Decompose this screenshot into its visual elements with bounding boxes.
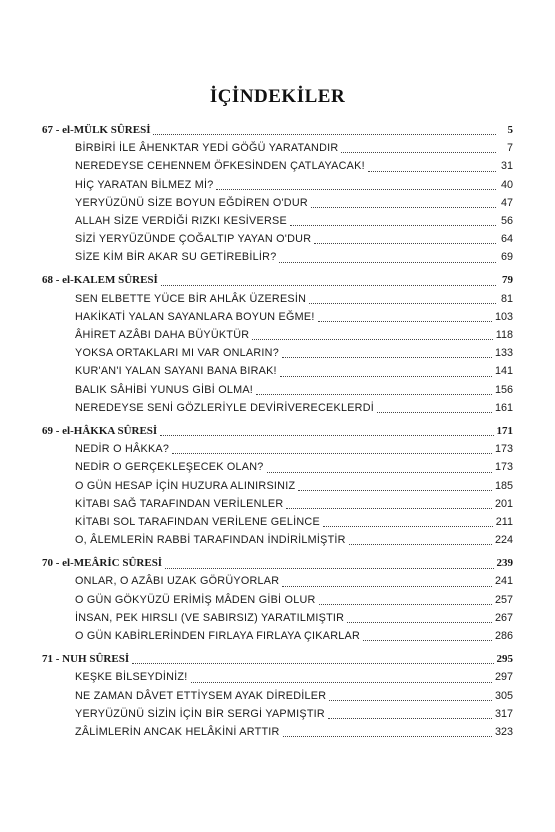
toc-entry: [42, 573, 513, 591]
toc-entry: [42, 290, 513, 308]
section-heading: [42, 554, 513, 572]
toc-entry-label: YERYÜZÜNÜ SİZE BOYUN EĞDİREN O'DUR: [75, 196, 308, 209]
dot-leader: [368, 170, 496, 172]
page-number: 257: [494, 593, 513, 606]
dot-leader: [323, 525, 493, 527]
page-number: 286: [494, 630, 513, 643]
toc-entry-label: YERYÜZÜNÜ SİZİN İÇİN BİR SERGİ YAPMIŞTIR: [75, 707, 325, 720]
toc-entry-label: KİTABI SOL TARAFINDAN VERİLENE GELİNCE: [75, 515, 320, 528]
section-heading: [42, 121, 513, 139]
toc-entry-label: O, ÂLEMLERİN RABBİ TARAFINDAN İNDİRİLMİŞTİR: [75, 534, 346, 547]
dot-leader: [328, 717, 492, 719]
page-number: 47: [500, 196, 513, 209]
toc-entry-label: YOKSA ORTAKLARI MI VAR ONLARIN?: [75, 347, 279, 360]
toc-entry-label: O GÜN HESAP İÇİN HUZURA ALINIRSINIZ: [75, 479, 296, 492]
page-number: 185: [494, 479, 513, 492]
page-number: 56: [500, 214, 513, 227]
toc-entry-label: KEŞKE BİLSEYDİNİZ!: [75, 671, 188, 684]
dot-leader: [314, 242, 496, 244]
dot-leader: [172, 452, 492, 454]
toc-entry-label: KİTABI SAĞ TARAFINDAN VERİLENLER: [75, 497, 284, 510]
section-heading-label: 70 - el-MEÂRİC SÛRESİ: [42, 557, 163, 570]
dot-leader: [283, 735, 492, 737]
page-number: 64: [500, 233, 513, 246]
page-number: 156: [494, 383, 513, 396]
page-number: 118: [495, 329, 513, 342]
toc-entry: [42, 513, 513, 531]
toc-entry-label: NE ZAMAN DÂVET ETTİYSEM AYAK DİREDİLER: [75, 689, 327, 702]
dot-leader: [161, 284, 496, 286]
dot-leader: [298, 489, 492, 491]
toc-entry-label: NEDİR O GERÇEKLEŞECEK OLAN?: [75, 461, 264, 474]
page-number: 79: [502, 274, 513, 287]
toc-entry-label: BALIK SÂHİBİ YUNUS GİBİ OLMA!: [75, 383, 254, 396]
toc-entry: [42, 668, 513, 686]
toc-entry: [42, 248, 513, 266]
toc-entry: [42, 399, 513, 417]
page-number: 31: [500, 160, 513, 173]
dot-leader: [267, 471, 492, 473]
section-heading: [42, 272, 513, 290]
dot-leader: [311, 206, 496, 208]
toc-entry: [42, 705, 513, 723]
dot-leader: [153, 133, 496, 135]
page-number: 241: [494, 575, 513, 588]
toc-entry: [42, 139, 513, 157]
page-number: 224: [494, 534, 513, 547]
dot-leader: [318, 320, 492, 322]
section-heading: [42, 650, 513, 668]
toc-entry-label: HAKİKATİ YALAN SAYANLARA BOYUN EĞME!: [75, 310, 315, 323]
page-number: 81: [500, 292, 513, 305]
section-heading-label: 71 - NUH SÛRESİ: [42, 653, 130, 666]
toc-entry-label: NEREDEYSE CEHENNEM ÖFKESİNDEN ÇATLAYACAK!: [75, 160, 365, 173]
toc-section: [42, 121, 513, 267]
page-number: 201: [494, 497, 513, 510]
page-number: 239: [496, 557, 513, 570]
toc-entry: [42, 194, 513, 212]
dot-leader: [349, 543, 492, 545]
toc-section: [42, 650, 513, 741]
dot-leader: [191, 681, 492, 683]
toc-entry: [42, 176, 513, 194]
page-number: 103: [494, 310, 513, 323]
toc-entry: [42, 495, 513, 513]
dot-leader: [252, 338, 492, 340]
dot-leader: [363, 639, 492, 641]
toc-entry: [42, 212, 513, 230]
toc-entry-label: ÂHİRET AZÂBI DAHA BÜYÜKTÜR: [75, 329, 250, 342]
toc-entry-label: NEREDEYSE SENİ GÖZLERİYLE DEVİRİVERECEKLERDİ: [75, 401, 374, 414]
page-number: 173: [494, 461, 513, 474]
page-number: 141: [494, 365, 513, 378]
page-number: 295: [496, 653, 513, 666]
dot-leader: [216, 188, 496, 190]
toc-entry: [42, 627, 513, 645]
toc-entry: [42, 381, 513, 399]
toc-entry: [42, 591, 513, 609]
toc-entry-label: İNSAN, PEK HIRSLI (VE SABIRSIZ) YARATILMIŞTIR: [75, 611, 345, 624]
dot-leader: [282, 356, 492, 358]
toc-entry: [42, 344, 513, 362]
dot-leader: [377, 411, 492, 413]
page-number: 173: [494, 443, 513, 456]
dot-leader: [132, 662, 493, 664]
section-heading: [42, 422, 513, 440]
toc-entry-label: ZÂLİMLERİN ANCAK HELÂKİNİ ARTTIR: [75, 725, 280, 738]
toc-section: [42, 422, 513, 549]
toc-entry: [42, 308, 513, 326]
page-number: 69: [500, 251, 513, 264]
dot-leader: [286, 507, 492, 509]
toc-entry-label: SİZE KİM BİR AKAR SU GETİREBİLİR?: [75, 251, 277, 264]
page-number: 133: [494, 347, 513, 360]
page-number: 211: [495, 515, 513, 528]
dot-leader: [280, 375, 492, 377]
page-number: 40: [500, 178, 513, 191]
toc-entry: [42, 440, 513, 458]
page-number: 323: [494, 725, 513, 738]
toc-entry-label: ONLAR, O AZÂBI UZAK GÖRÜYORLAR: [75, 575, 280, 588]
toc-entry-label: O GÜN GÖKYÜZÜ ERİMİŞ MÂDEN GİBİ OLUR: [75, 593, 316, 606]
section-heading-label: 67 - el-MÜLK SÛRESİ: [42, 123, 151, 136]
dot-leader: [160, 434, 493, 436]
toc-entry: [42, 477, 513, 495]
dot-leader: [329, 699, 492, 701]
toc-entry: [42, 687, 513, 705]
table-of-contents: [42, 121, 513, 746]
page-number: 171: [496, 424, 513, 437]
page-number: 5: [507, 123, 513, 136]
dot-leader: [347, 621, 492, 623]
dot-leader: [282, 585, 492, 587]
toc-entry: [42, 531, 513, 549]
dot-leader: [319, 603, 492, 605]
toc-entry-label: O GÜN KABİRLERİNDEN FIRLAYA FIRLAYA ÇIKARLAR: [75, 630, 360, 643]
page-number: 7: [506, 142, 513, 155]
toc-entry-label: NEDİR O HÂKKA?: [75, 443, 170, 456]
toc-entry-label: KUR'AN'I YALAN SAYANI BANA BIRAK!: [75, 365, 277, 378]
section-heading-label: 68 - el-KALEM SÛRESİ: [42, 274, 158, 287]
dot-leader: [341, 151, 496, 153]
toc-entry: [42, 362, 513, 380]
dot-leader: [309, 302, 496, 304]
dot-leader: [165, 567, 493, 569]
toc-entry: [42, 326, 513, 344]
page-number: 161: [494, 401, 513, 414]
toc-entry: [42, 723, 513, 741]
toc-section: [42, 554, 513, 645]
toc-entry: [42, 458, 513, 476]
dot-leader: [290, 224, 496, 226]
toc-section: [42, 272, 513, 418]
dot-leader: [256, 393, 492, 395]
section-heading-label: 69 - el-HÂKKA SÛRESİ: [42, 424, 158, 437]
page-number: 317: [494, 707, 513, 720]
toc-entry-label: BİRBİRİ İLE ÂHENKTAR YEDİ GÖĞÜ YARATANDIR: [75, 142, 339, 155]
dot-leader: [279, 261, 496, 263]
toc-entry: [42, 157, 513, 175]
page-number: 305: [494, 689, 513, 702]
toc-entry-label: SİZİ YERYÜZÜNDE ÇOĞALTIP YAYAN O'DUR: [75, 233, 312, 246]
toc-entry: [42, 609, 513, 627]
toc-entry: [42, 230, 513, 248]
page-title: İÇİNDEKİLER: [209, 86, 346, 107]
toc-entry-label: ALLAH SİZE VERDİĞİ RIZKI KESİVERSE: [75, 214, 287, 227]
page-number: 267: [494, 611, 513, 624]
toc-entry-label: SEN ELBETTE YÜCE BİR AHLÂK ÜZERESİN: [75, 292, 307, 305]
page-number: 297: [494, 671, 513, 684]
toc-entry-label: HİÇ YARATAN BİLMEZ Mİ?: [75, 178, 214, 191]
